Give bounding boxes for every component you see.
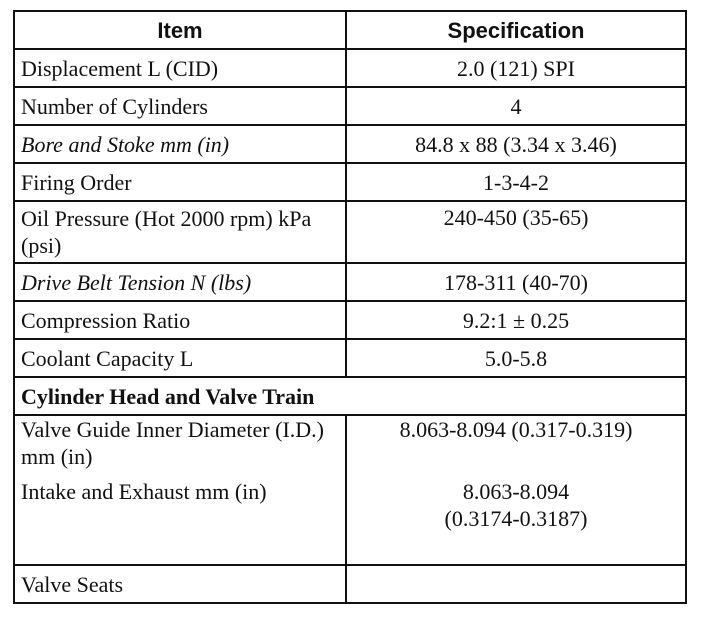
- intake-exhaust-label: Intake and Exhaust mm (in): [21, 479, 267, 504]
- row-label-compression: Compression Ratio: [14, 301, 346, 339]
- valve-guide-label-cell: [14, 415, 346, 565]
- valve-guide-value: 8.063-8.094 (0.317-0.319): [399, 417, 633, 442]
- row-label-oil-pressure: Oil Pressure (Hot 2000 rpm) kPa (psi): [14, 201, 346, 263]
- row-value-drive-belt: 178-311 (40-70): [346, 263, 686, 301]
- table-row: [14, 301, 686, 339]
- column-header-item: Item: [14, 11, 346, 49]
- row-value-displacement: 2.0 (121) SPI: [346, 49, 686, 87]
- row-value-valve-seats: [346, 565, 686, 603]
- row-label-firing-order: Firing Order: [14, 163, 346, 201]
- table-row: [14, 87, 686, 125]
- table-row: [14, 263, 686, 301]
- intake-exhaust-value-line2: (0.3174-0.3187): [444, 506, 588, 531]
- table-row: [14, 565, 686, 603]
- row-value-oil-pressure: 240-450 (35-65): [346, 201, 686, 263]
- row-value-coolant: 5.0-5.8: [346, 339, 686, 377]
- row-value-compression: 9.2:1 ± 0.25: [346, 301, 686, 339]
- row-value-firing-order: 1-3-4-2: [346, 163, 686, 201]
- row-label-drive-belt: Drive Belt Tension N (lbs): [14, 263, 346, 301]
- table-row: [14, 49, 686, 87]
- column-header-specification: Specification: [346, 11, 686, 49]
- specification-table: [13, 10, 687, 604]
- section-title: Cylinder Head and Valve Train: [14, 377, 686, 415]
- valve-guide-label: Valve Guide Inner Diameter (I.D.) mm (in): [21, 417, 324, 469]
- table-row: [14, 201, 686, 263]
- row-label-valve-seats: Valve Seats: [14, 565, 346, 603]
- table-row: [14, 163, 686, 201]
- table-header-row: [14, 11, 686, 49]
- section-row: [14, 377, 686, 415]
- table-row: [14, 415, 686, 565]
- row-label-coolant: Coolant Capacity L: [14, 339, 346, 377]
- row-label-bore-stroke: Bore and Stoke mm (in): [14, 125, 346, 163]
- table-row: [14, 339, 686, 377]
- row-label-cylinders: Number of Cylinders: [14, 87, 346, 125]
- table-row: [14, 125, 686, 163]
- row-value-bore-stroke: 84.8 x 88 (3.34 x 3.46): [346, 125, 686, 163]
- row-value-cylinders: 4: [346, 87, 686, 125]
- intake-exhaust-value-line1: 8.063-8.094: [462, 479, 570, 504]
- row-label-displacement: Displacement L (CID): [14, 49, 346, 87]
- valve-guide-value-cell: [346, 415, 686, 565]
